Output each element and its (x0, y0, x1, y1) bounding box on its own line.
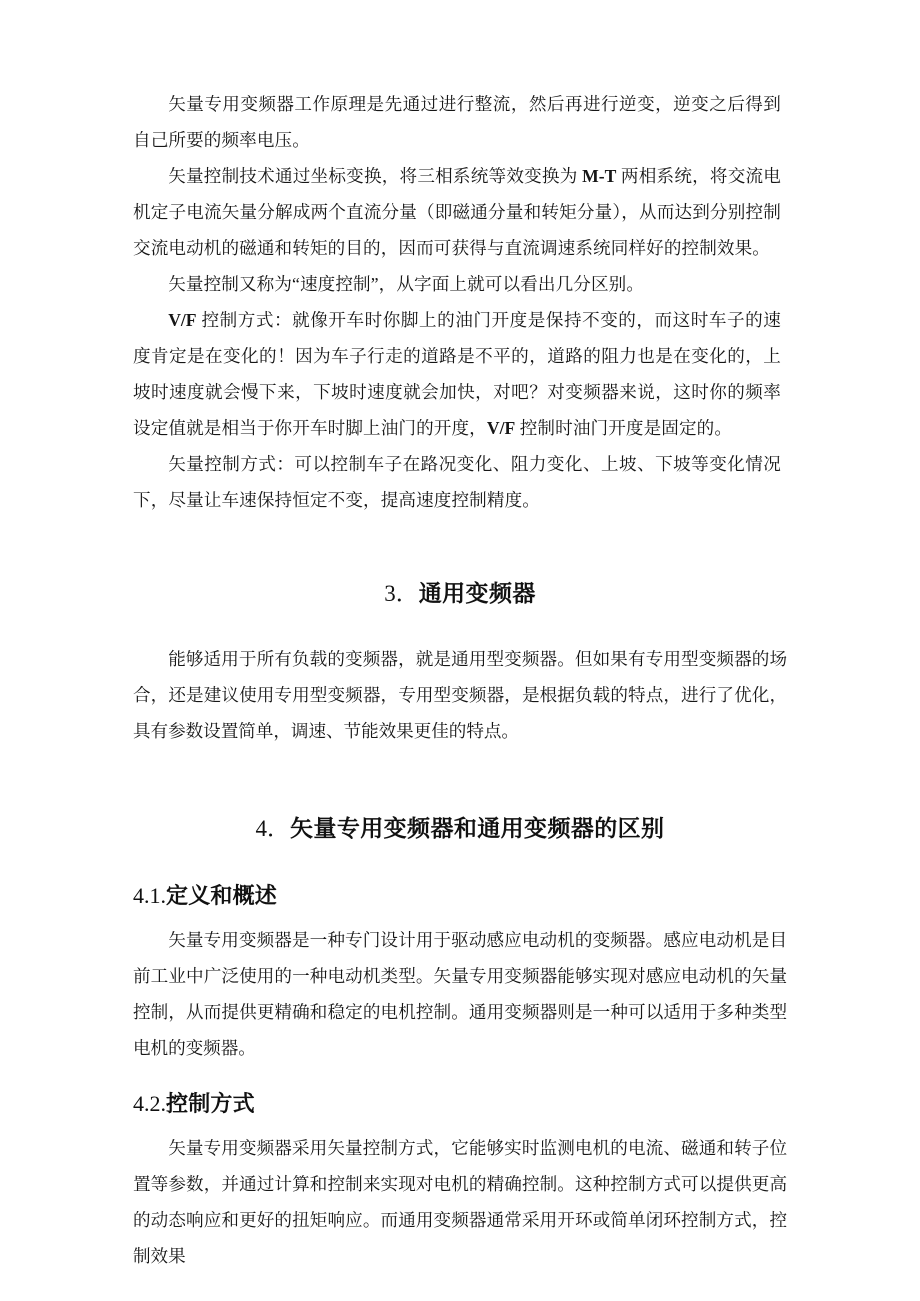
spacer-before-heading-3 (133, 518, 787, 576)
paragraph-vector-control-mode: 矢量控制方式：可以控制车子在路况变化、阻力变化、上坡、下坡等变化情况下，尽量让车速保持恒定不变，提高速度控制精度。 (133, 454, 781, 510)
heading-4-2-title: 控制方式 (166, 1091, 255, 1116)
heading-3-number: 3 (384, 581, 396, 606)
paragraph-text-middle: 控制方式：就像开车时你脚上的油门开度是保持不变的，而这时车子的速度肯定是在变化的！因为车子行走的道路是不平的，道路的阻力也是在变化的，上坡时速度就会慢下来，下坡时速度就会加快，对吧？对变频器来说，这时你的频率设定值就是相当于你开车时脚上油门的开度， (133, 310, 781, 438)
paragraph-general-purpose-inverter: 能够适用于所有负载的变频器，就是通用型变频器。但如果有专用型变频器的场合，还是建议使用专用型变频器，专用型变频器，是根据负载的特点，进行了优化，具有参数设置简单，调速、节能效果更佳的特点。 (133, 649, 787, 741)
spacer-after-heading-4-2 (133, 1120, 787, 1130)
heading-4-1-number: 4.1. (133, 883, 166, 908)
paragraph-text-before: 矢量控制技术通过坐标变换，将三相系统等效变换为 (168, 166, 583, 186)
heading-section-4 (133, 811, 787, 846)
heading-section-3 (133, 576, 787, 611)
heading-3-title: 通用变频器 (418, 580, 536, 606)
heading-4-2-number: 4.2. (133, 1091, 166, 1116)
spacer-before-heading-4 (133, 749, 787, 811)
heading-section-4-2 (133, 1088, 787, 1120)
paragraph-vf-control-mode (133, 302, 781, 446)
spacer-after-heading-4-1 (133, 912, 787, 922)
heading-4-separator: ． (267, 816, 291, 841)
paragraph-text-tail: 控制时油门开度是固定的。 (515, 418, 733, 438)
latin-run-vf-second: V/F (486, 418, 516, 438)
spacer-before-heading-4-2 (133, 1066, 787, 1088)
paragraph-text-after: 两相系统，将交流电机定子电流矢量分解成两个直流分量（即磁通分量和转矩分量），从而达到分别控制交流电动机的磁通和转矩的目的，因而可获得与直流调速系统同样好的控制效果。 (133, 166, 781, 258)
heading-4-number: 4 (255, 816, 268, 841)
paragraph-working-principle: 矢量专用变频器工作原理是先通过进行整流，然后再进行逆变，逆变之后得到自己所要的频率电压。 (133, 94, 781, 150)
heading-section-4-1 (133, 880, 787, 912)
paragraph-vector-control-technique (133, 158, 781, 266)
spacer-after-heading-3 (133, 611, 787, 641)
paragraph-speed-control-alias: 矢量控制又称为“速度控制”，从字面上就可以看出几分区别。 (168, 274, 645, 294)
heading-4-1-title: 定义和概述 (166, 883, 278, 908)
paragraph-control-method: 矢量专用变频器采用矢量控制方式，它能够实时监测电机的电流、磁通和转子位置等参数，并通过计算和控制来实现对电机的精确控制。这种控制方式可以提供更高的动态响应和更好的扭矩响应。而通用变频器通常采用开环或简单闭环控制方式，控制效果 (133, 1138, 787, 1266)
latin-run-mt: M-T (582, 166, 617, 186)
document-content (133, 86, 787, 1274)
latin-run-vf-first: V/F (168, 310, 197, 330)
heading-4-title: 矢量专用变频器和通用变频器的区别 (290, 815, 665, 841)
paragraph-definition-overview: 矢量专用变频器是一种专门设计用于驱动感应电动机的变频器。感应电动机是目前工业中广泛使用的一种电动机类型。矢量专用变频器能够实现对感应电动机的矢量控制，从而提供更精确和稳定的电机控制。通用变频器则是一种可以适用于多种类型电机的变频器。 (133, 930, 787, 1058)
spacer-after-heading-4 (133, 846, 787, 880)
heading-3-separator: ． (395, 581, 419, 606)
